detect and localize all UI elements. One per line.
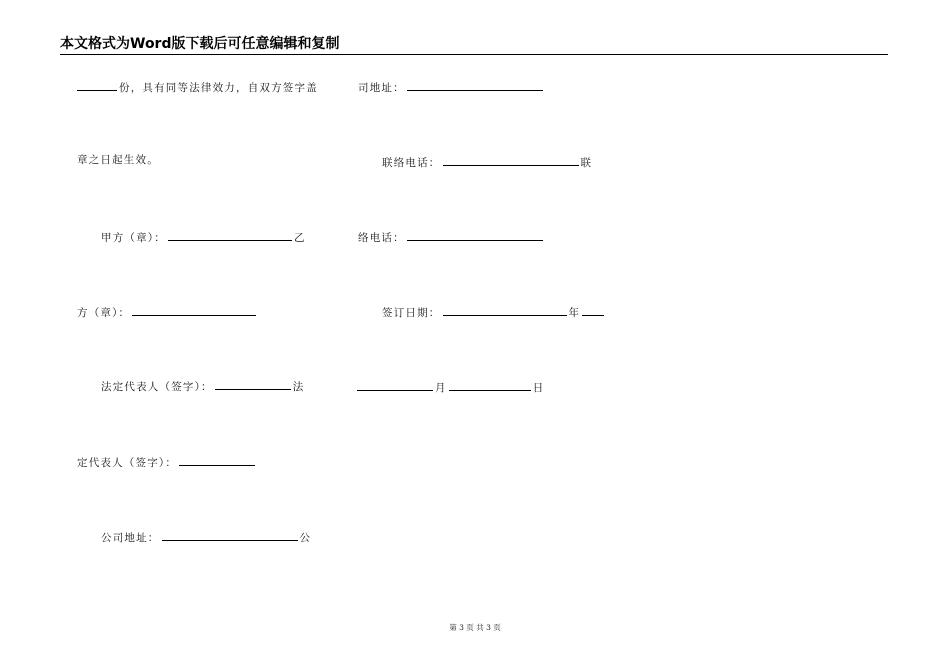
party-b-phone-label: 络电话：	[358, 232, 405, 244]
right-line-2-tail: 联	[580, 157, 593, 169]
sign-date-label: 签订日期：	[382, 307, 441, 319]
sign-date-year-blank[interactable]	[443, 304, 567, 316]
header-title: 本文格式为Word版下载后可任意编辑和复制	[60, 36, 340, 52]
party-a-address-label: 公司地址：	[101, 532, 160, 544]
left-line-1-text: 份，具有同等法律效力，自双方签字盖	[119, 82, 318, 94]
sign-date-month-label: 月	[435, 382, 447, 394]
left-line-2	[77, 153, 159, 167]
left-line-6	[77, 454, 257, 470]
party-b-legal-rep-blank[interactable]	[179, 454, 255, 466]
right-line-2	[382, 154, 592, 170]
party-b-seal-label: 方（章）：	[77, 307, 131, 319]
right-line-4	[382, 304, 606, 320]
party-b-phone-blank[interactable]	[407, 229, 543, 241]
page-number: 第 3 页 共 3 页	[449, 623, 501, 632]
copies-blank[interactable]	[77, 79, 117, 91]
left-line-5-tail: 法	[292, 381, 305, 393]
left-line-1	[77, 79, 318, 95]
party-a-address-blank[interactable]	[162, 529, 298, 541]
sign-date-month-blank[interactable]	[357, 379, 433, 391]
left-line-3	[101, 229, 306, 245]
right-line-1	[358, 79, 545, 95]
left-line-4	[77, 304, 258, 320]
party-a-phone-label: 联络电话：	[382, 157, 441, 169]
page-header	[60, 36, 888, 55]
left-line-5	[101, 378, 304, 394]
party-b-seal-blank[interactable]	[132, 304, 256, 316]
party-a-seal-label: 甲方（章）：	[101, 232, 166, 244]
party-a-phone-blank[interactable]	[443, 154, 579, 166]
party-a-legal-rep-blank[interactable]	[215, 378, 291, 390]
left-line-3-tail: 乙	[293, 232, 306, 244]
sign-date-year-label: 年	[568, 307, 581, 319]
sign-date-day-label: 日	[532, 382, 545, 394]
party-a-legal-rep-label: 法定代表人（签字）：	[101, 381, 213, 393]
right-line-3	[358, 229, 545, 245]
right-line-5	[357, 379, 544, 395]
page-footer	[0, 623, 950, 633]
sign-date-year-end-blank[interactable]	[582, 304, 604, 316]
party-b-legal-rep-label: 定代表人（签字）：	[77, 457, 178, 469]
left-line-7-tail: 公	[299, 532, 312, 544]
left-line-7	[101, 529, 311, 545]
party-b-address-blank[interactable]	[407, 79, 543, 91]
party-b-address-label: 司地址：	[358, 82, 405, 94]
sign-date-day-blank[interactable]	[449, 379, 531, 391]
left-line-2-text: 章之日起生效。	[77, 154, 159, 166]
party-a-seal-blank[interactable]	[168, 229, 292, 241]
